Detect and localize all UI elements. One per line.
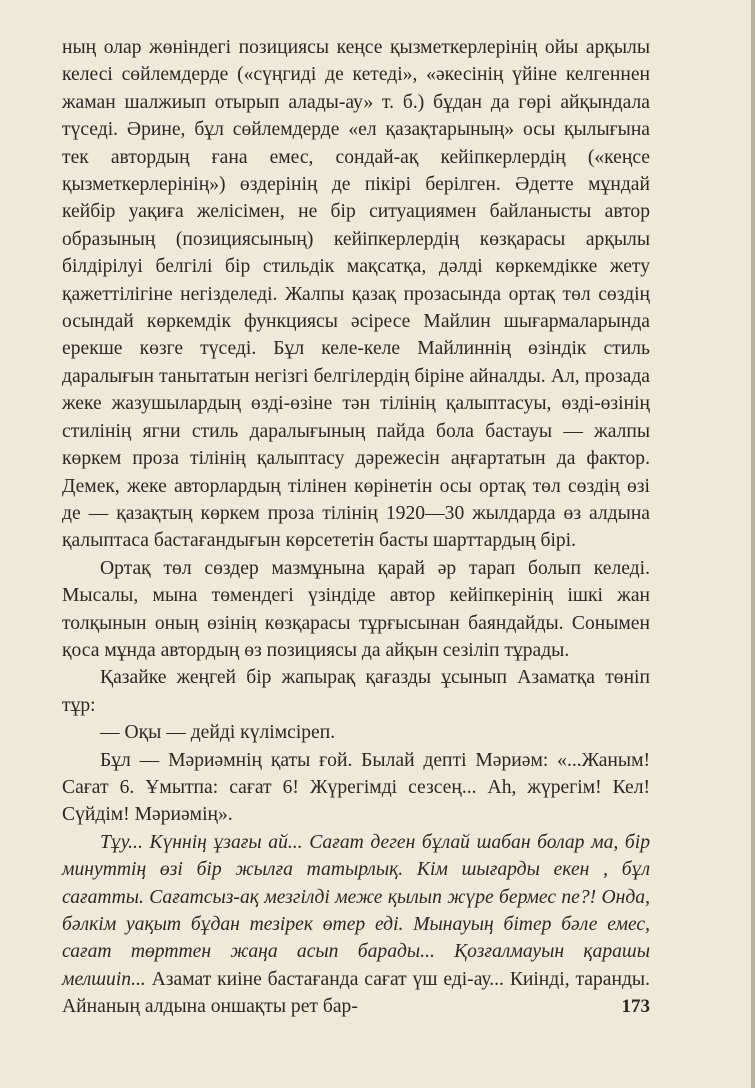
- paragraph-1: ның олар жөніндегі позициясы кеңсе қызметкерлерінің ойы арқылы келесі сөйлемдерде («сүңгиді де кетеді», «әкесінің үйіне келгеннен жаман шалжиып отырып алады-ау» т. б.) бұдан да гөрі айқындала түседі. Әрине, бұл сөйлемдерде «ел қазақтарының» осы қылығына тек автордың ғана емес, сондай-ақ кейіпкерлердің («кеңсе қызметкерлерінің») өздерінің де пікірі берілген. Әдетте мұндай кейбір уақиға желісімен, не бір ситуациямен байланысты автор образының (позициясының) кейіпкерлердің көзқарасы арқылы білдірілуі белгілі бір стильдік мақсатқа, дәлді көркемдікке жету қажеттілігіне негізделеді. Жалпы қазақ прозасында ортақ төл сөздің осындай көркемдік функциясы әсіресе Майлин шығармаларында ерекше көзге түседі. Бұл келе-келе Майлиннің өзіндік стиль даралығын танытатын негізгі белгілердің біріне айналды. Ал, прозада жеке жазушылардың өзді-өзіне тән тілінің қалыптасуы, өзді-өзінің стилінің ягни стиль даралығының пайда бола бастауы — жалпы көркем проза тілінің қалыптасу дәрежесін аңғартатын да фактор. Демек, жеке авторлардың тілінен көрінетін осы ортақ төл сөздің өзі де — қазақтың көркем проза тілінің 1920—30 жылдарда өз алдына қалыптаса бастағандығын көрсететін басты шарттардың бірі.: [62, 37, 650, 552]
- inner-monologue: Тұу... Күннің ұзағы ай... Сағат деген бұлай шабан болар ма, бір минуттің өзі бір жылға татырлық. Кім шығарды екен , бұл сағатты. Сағатсыз-ақ мезгілді меже қылып жүре бермес пе?! Онда, бәлкім уақыт бұдан тезірек өтер еді. Мынауың бітер бәле емес, сағат төрттен жаңа асып барады... Қозғалмауын қарашы мелшиіп...: [62, 831, 650, 990]
- paragraph-3: Қазайке жеңгей бір жапырақ қағазды ұсынып Азаматқа төніп тұр:: [62, 667, 650, 716]
- paragraph-6: [62, 829, 650, 1021]
- page-number: 173: [621, 996, 650, 1017]
- narration: Азамат киіне бастағанда сағат үш еді-ау... Киінді, таранды. Айнаның алдына оншақты рет бар-: [62, 968, 650, 1018]
- paragraph-5: Бұл — Мәриәмнің қаты ғой. Былай депті Мәриәм: «...Жаным! Сағат 6. Ұмытпа: сағат 6! Жүрегімді сезсең... Аh, жүрегім! Кел! Сүйдім! Мәриәмің».: [62, 749, 650, 826]
- page-edge: [751, 0, 755, 1088]
- paragraph-2: Ортақ төл сөздер мазмұнына қарай әр тарап болып келеді. Мысалы, мына төмендегі үзіндіде автор кейіпкерінің ішкі жан толқынын оның өзінің көзқарасы тұрғысынан баяндайды. Сонымен қоса мұнда автордың өз позициясы да айқын сезіліп тұрады.: [62, 557, 650, 661]
- paragraph-4: — Оқы — дейді күлімсіреп.: [100, 722, 336, 744]
- body-text: [62, 34, 650, 1021]
